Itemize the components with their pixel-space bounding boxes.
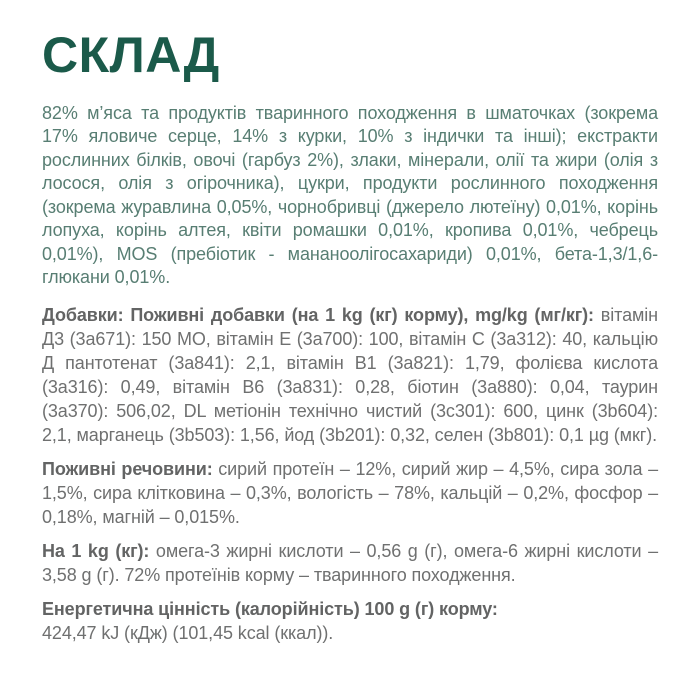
additives-paragraph: [42, 303, 658, 447]
per-kg-text: омега-3 жирні кислоти – 0,56 g (г), омега-6 жирні кислоти – 3,58 g (г). 72% протеїнів корму – тваринного походження.: [42, 540, 658, 585]
additives-heading: Добавки: Поживні добавки (на 1 kg (кг) корму), mg/kg (мг/кг):: [42, 304, 601, 325]
page-title: СКЛАД: [42, 27, 220, 83]
energy-paragraph: [42, 597, 658, 645]
nutrients-heading: Поживні речовини:: [42, 458, 219, 479]
composition-text: 82% м’яса та продуктів тваринного походження в шматочках (зокрема 17% яловиче серце, 14% з курки, 10% з індички та інші); екстракти рослинних білків, овочі (гарбуз 2%), злаки, мінерали, олії та жири (олія з лосося, олія з огірочника), цукри, продукти рослинного походження (зокрема журавлина 0,05%, чорнобривці (джерело лютеїну) 0,01%, корінь лопуха, корінь алтея, квіти ромашки 0,01%, кропива 0,01%, чебрець 0,01%), MOS (пребіотик - мананоолігосахариди) 0,01%, бета-1,3/1,6-глюкани 0,01%.: [42, 102, 658, 287]
per-kg-paragraph: [42, 539, 658, 587]
nutrients-text: сирий протеїн – 12%, сирий жир – 4,5%, сира зола – 1,5%, сира клітковина – 0,3%, вологість – 78%, кальцій – 0,2%, фосфор – 0,18%, магній – 0,015%.: [42, 458, 658, 527]
energy-value: 424,47 kJ (кДж) (101,45 kcal (ккал)).: [42, 622, 334, 643]
energy-heading: Енергетична цінність (калорійність) 100 g (г) корму:: [42, 598, 498, 619]
additives-text: вітамін Д3 (3a671): 150 МО, вітамін Е (3a700): 100, вітамін С (3a312): 40, кальцію Д пантотенат (3a841): 2,1, вітамін В1 (3a821): 1,79, фолієва кислота (3a316): 0,49, вітамін В6 (3a831): 0,28, біотин (3a880): 0,04, таурин (3a370): 506,02, DL метіонін технічно чистий (3c301): 600, цинк (3b604): 2,1, марганець (3b503): 1,56, йод (3b201): 0,32, селен (3b801): 0,1 µg (мкг).: [42, 304, 658, 445]
per-kg-heading: На 1 kg (кг):: [42, 540, 156, 561]
nutrients-paragraph: [42, 457, 658, 529]
composition-paragraph: [42, 102, 658, 290]
